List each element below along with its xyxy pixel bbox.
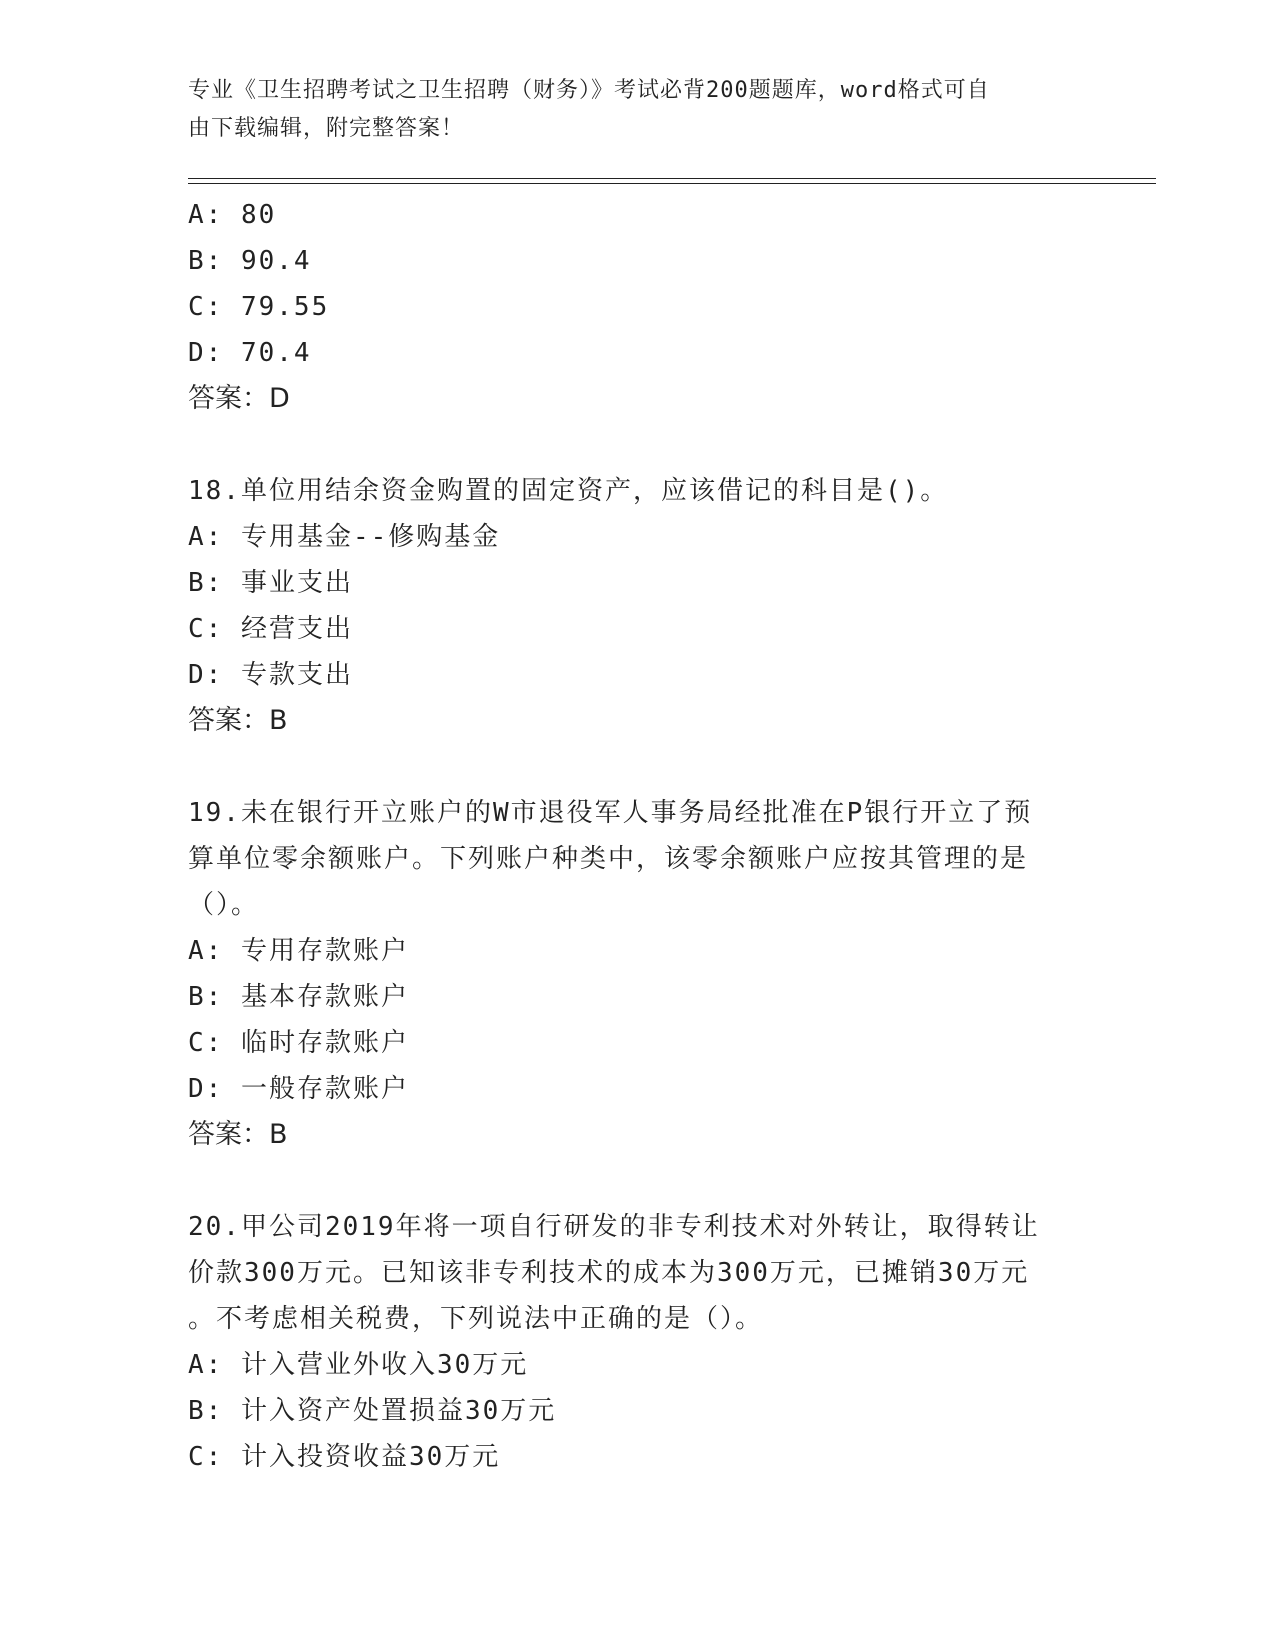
option-b: B: 计入资产处置损益30万元 [188, 1396, 557, 1426]
option-a: A: 专用基金--修购基金 [188, 522, 501, 552]
question-list [188, 192, 1148, 1480]
document-header [188, 72, 1088, 148]
answer-line: 答案：B [188, 1119, 288, 1150]
spacer [188, 422, 1148, 468]
question-stem: 18.单位用结余资金购置的固定资产，应该借记的科目是()。 [188, 476, 949, 506]
question-19 [188, 790, 1148, 1158]
option-d: D: 70.4 [188, 338, 312, 368]
option-c: C: 79.55 [188, 292, 330, 322]
option-a: A: 专用存款账户 [188, 936, 409, 966]
question-stem-line-3: （）。 [188, 890, 260, 920]
option-d: D: 一般存款账户 [188, 1074, 409, 1104]
spacer [188, 744, 1148, 790]
question-18 [188, 468, 1148, 744]
answer-line: 答案：D [188, 383, 290, 414]
option-c: C: 计入投资收益30万元 [188, 1442, 501, 1472]
header-divider-bottom [188, 183, 1156, 184]
option-b: B: 事业支出 [188, 568, 353, 598]
question-stem-line-1: 20.甲公司2019年将一项自行研发的非专利技术对外转让，取得转让 [188, 1212, 1040, 1242]
question-stem-line-1: 19.未在银行开立账户的W市退役军人事务局经批准在P银行开立了预 [188, 798, 1033, 828]
option-c: C: 临时存款账户 [188, 1028, 409, 1058]
option-b: B: 90.4 [188, 246, 312, 276]
option-a: A: 计入营业外收入30万元 [188, 1350, 529, 1380]
question-stem-line-2: 价款300万元。已知该非专利技术的成本为300万元，已摊销30万元 [188, 1258, 1030, 1288]
option-b: B: 基本存款账户 [188, 982, 409, 1012]
answer-line: 答案：B [188, 705, 288, 736]
header-title-line-1: 专业《卫生招聘考试之卫生招聘（财务）》考试必背200题题库，word格式可自 [188, 78, 990, 103]
option-c: C: 经营支出 [188, 614, 353, 644]
question-20 [188, 1204, 1148, 1480]
option-a: A: 80 [188, 200, 277, 230]
header-title-line-2: 由下载编辑，附完整答案！ [188, 116, 465, 141]
header-divider-top [188, 178, 1156, 179]
option-d: D: 专款支出 [188, 660, 353, 690]
question-17 [188, 192, 1148, 422]
question-stem-line-2: 算单位零余额账户。下列账户种类中，该零余额账户应按其管理的是 [188, 844, 1029, 874]
question-stem-line-3: 。不考虑相关税费，下列说法中正确的是（）。 [188, 1304, 764, 1334]
spacer [188, 1158, 1148, 1204]
